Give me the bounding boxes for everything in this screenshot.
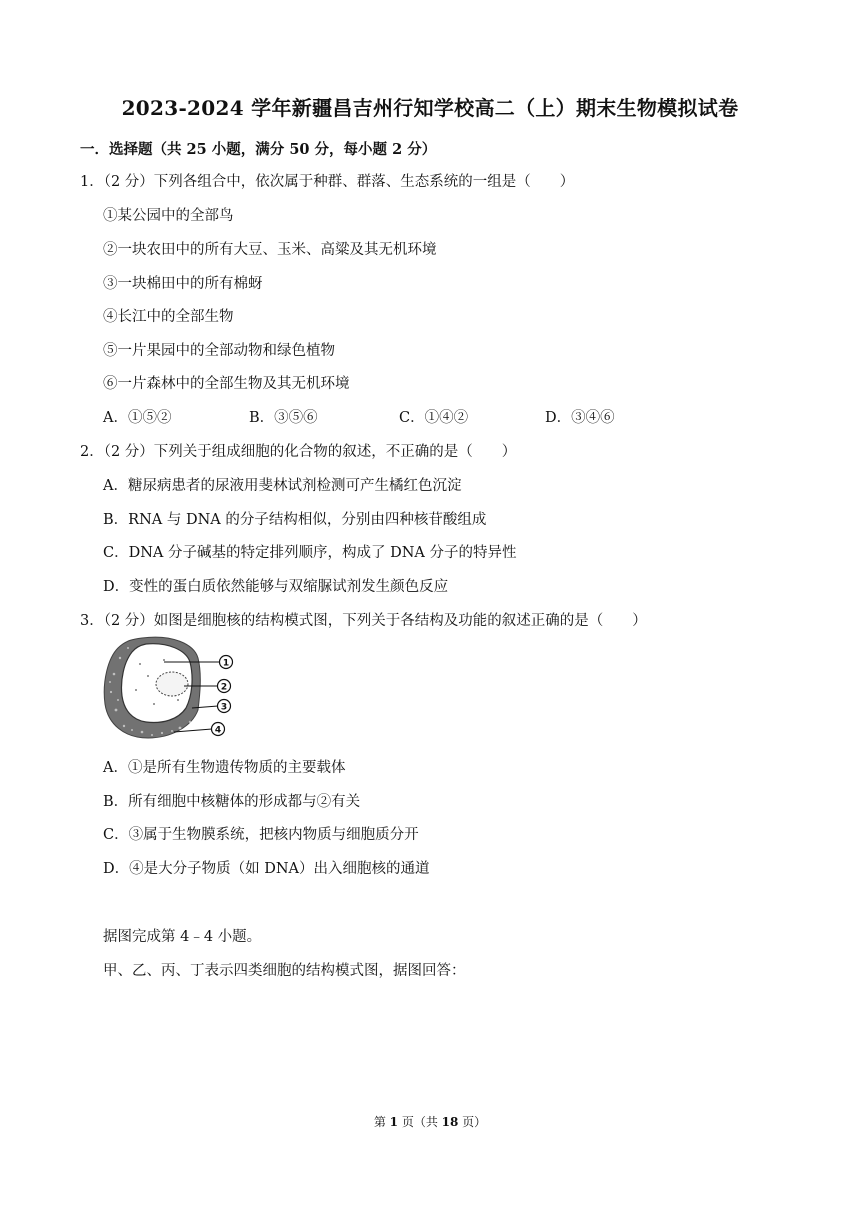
q2-option-a: A．糖尿病患者的尿液用斐林试剂检测可产生橘红色沉淀 [103,478,462,494]
q1-choice-c: C．①④② [399,410,469,426]
exam-title: 2023-2024 学年新疆昌吉州行知学校高二（上）期末生物模拟试卷 [121,96,739,120]
q3-option-d: D．④是大分子物质（如 DNA）出入细胞核的通道 [103,861,430,877]
q1-choice-d: D．③④⑥ [545,410,615,426]
q1-item: ③一块棉田中的所有棉蚜 [103,276,263,292]
q2-stem: 2．（2 分）下列关于组成细胞的化合物的叙述，不正确的是（ ） [80,444,517,460]
q1-choice-b: B．③⑤⑥ [249,410,318,426]
group-note: 据图完成第 4﹣4 小题。 [103,929,262,945]
q3-option-a: A．①是所有生物遗传物质的主要载体 [103,760,346,776]
q3-option-b: B．所有细胞中核糖体的形成都与②有关 [103,794,361,810]
q2-option-b: B．RNA 与 DNA 的分子结构相似，分别由四种核苷酸组成 [103,512,487,528]
footer-mid: 页（共 [398,1115,442,1129]
nucleus-figure-svg [102,634,238,744]
page-footer [0,1113,860,1130]
q1-item: ①某公园中的全部鸟 [103,208,234,224]
footer-suffix: 页） [458,1115,487,1129]
figure-label-4: 4 [214,725,222,736]
footer-prefix: 第 [373,1115,390,1129]
footer-page-number: 1 [389,1115,398,1129]
q3-stem: 3．（2 分）如图是细胞核的结构模式图，下列关于各结构及功能的叙述正确的是（ ） [80,613,647,629]
figure-label-1: 1 [222,658,230,669]
q1-choice-a: A．①⑤② [103,410,172,426]
q1-stem: 1．（2 分）下列各组合中，依次属于种群、群落、生态系统的一组是（ ） [80,174,575,190]
q2-option-c: C．DNA 分子碱基的特定排列顺序，构成了 DNA 分子的特异性 [103,545,517,561]
figure-label-2: 2 [220,682,228,693]
group-intro: 甲、乙、丙、丁表示四类细胞的结构模式图，据图回答： [103,963,466,979]
footer-total-pages: 18 [441,1115,459,1129]
q1-item: ②一块农田中的所有大豆、玉米、高粱及其无机环境 [103,242,437,258]
nucleus-diagram [102,634,238,744]
q1-item: ⑥一片森林中的全部生物及其无机环境 [103,376,350,392]
q3-option-c: C．③属于生物膜系统，把核内物质与细胞质分开 [103,827,419,843]
section-heading: 一．选择题（共 25 小题，满分 50 分，每小题 2 分） [80,141,437,158]
q2-option-d: D．变性的蛋白质依然能够与双缩脲试剂发生颜色反应 [103,579,449,595]
figure-label-3: 3 [220,702,228,713]
q1-item: ⑤一片果园中的全部动物和绿色植物 [103,343,335,359]
q1-item: ④长江中的全部生物 [103,309,234,325]
